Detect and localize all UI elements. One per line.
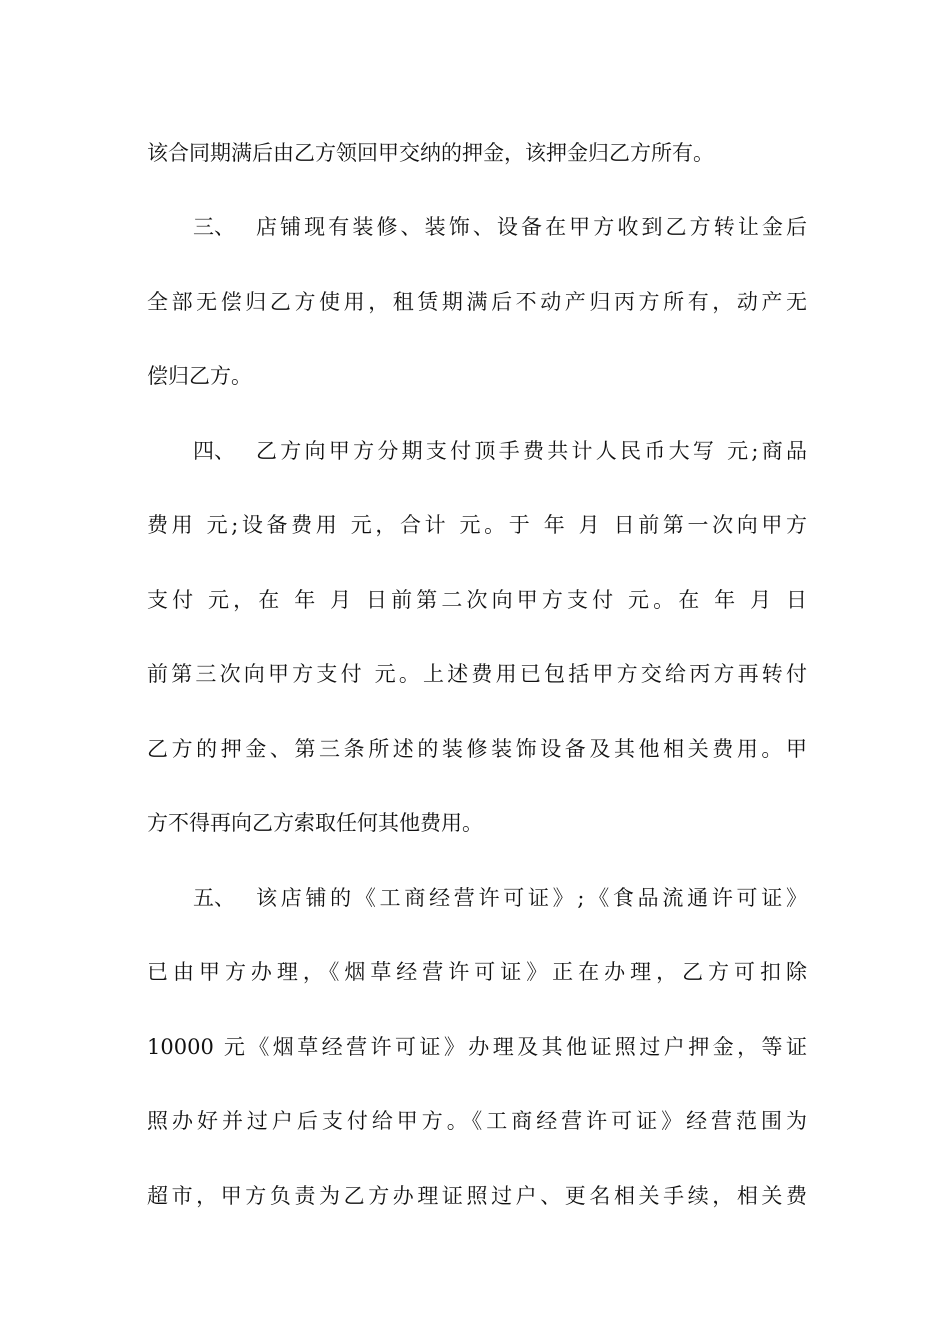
clause-first-line: 店铺现有装修、装饰、设备在甲方收到乙方转让金后	[256, 215, 807, 239]
clause-number: 三、	[193, 215, 235, 239]
text-line: 方不得再向乙方索取任何其他费用。	[147, 811, 483, 835]
text-line: 费用 元;设备费用 元，合计 元。于 年 月 日前第一次向甲方	[147, 513, 807, 537]
clause-first-line: 乙方向甲方分期支付顶手费共计人民币大写 元;商品	[256, 439, 807, 463]
text-line: 乙方的押金、第三条所述的装修装饰设备及其他相关费用。甲	[147, 737, 807, 761]
text-line: 该合同期满后由乙方领回甲交纳的押金，该押金归乙方所有。	[147, 141, 714, 165]
text-line: 已由甲方办理，《烟草经营许可证》正在办理，乙方可扣除	[147, 960, 807, 984]
text-line: 前第三次向甲方支付 元。上述费用已包括甲方交给丙方再转付	[147, 662, 807, 686]
text-line: 支付 元，在 年 月 日前第二次向甲方支付 元。在 年 月 日	[147, 588, 807, 612]
clause-number: 四、	[193, 439, 235, 463]
clause-first-line: 该店铺的《工商经营许可证》;《食品流通许可证》	[256, 886, 807, 910]
text-line: 10000 元《烟草经营许可证》办理及其他证照过户押金，等证	[147, 1035, 807, 1059]
text-line: 偿归乙方。	[147, 364, 252, 388]
clause-number: 五、	[193, 886, 235, 910]
text-line: 全部无偿归乙方使用，租赁期满后不动产归丙方所有，动产无	[147, 290, 807, 314]
text-line: 照办好并过户后支付给甲方。《工商经营许可证》经营范围为	[147, 1109, 807, 1133]
text-line: 超市，甲方负责为乙方办理证照过户、更名相关手续，相关费	[147, 1184, 807, 1208]
